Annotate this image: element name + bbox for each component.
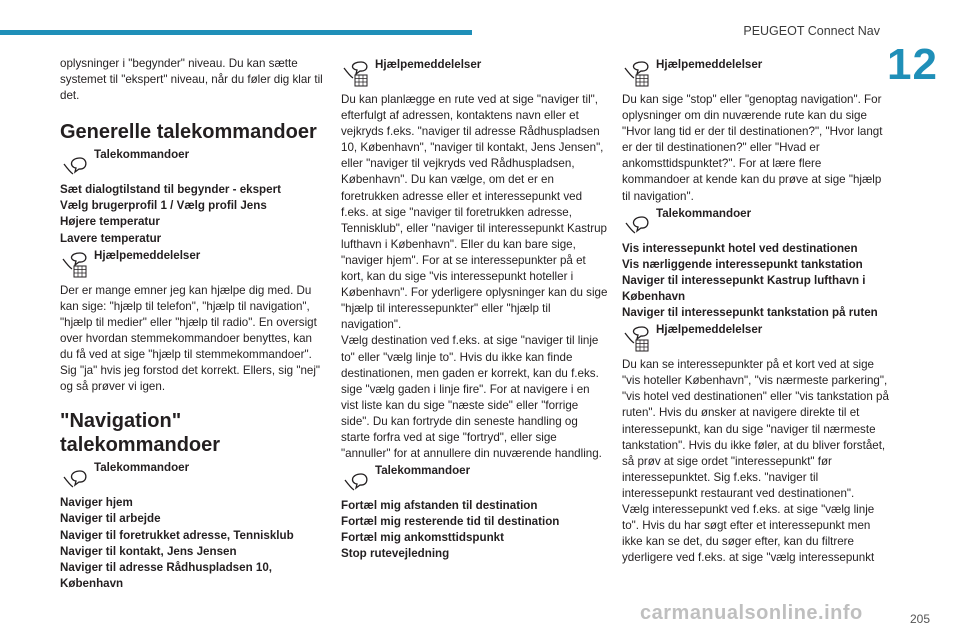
- header-title: PEUGEOT Connect Nav: [743, 24, 880, 38]
- section-help-messages: [622, 58, 890, 88]
- header-accent-bar: [0, 30, 472, 35]
- intro-text: oplysninger i "begynder" niveau. Du kan sætte systemet til "ekspert" niveau, når du føler dig klar til det.: [60, 57, 323, 103]
- speech-icon: [622, 207, 654, 237]
- command-item: Fortæl mig resterende tid til destination: [341, 515, 560, 529]
- column-2: [341, 56, 609, 563]
- command-item: Naviger til arbejde: [60, 512, 161, 526]
- section-help-messages: [341, 58, 609, 88]
- section-label: Hjælpemeddelelser: [656, 323, 763, 337]
- section-label: Hjælpemeddelelser: [656, 58, 763, 71]
- section-label: Talekommandoer: [94, 148, 190, 162]
- section-voice-commands: [622, 207, 890, 237]
- section-label: Talekommandoer: [656, 206, 752, 220]
- section-label: Talekommandoer: [375, 464, 471, 478]
- section-label: Hjælpemeddelelser: [375, 58, 482, 71]
- section-voice-commands: [341, 464, 609, 494]
- speech-grid-icon: [622, 58, 654, 88]
- command-list: [622, 241, 890, 321]
- section-voice-commands: [60, 148, 328, 178]
- help-text: Du kan planlægge en rute ved at sige "naviger til", efterfulgt af adressen, kontaktens navn eller et vejkryds f.eks. "naviger til adresse Rådhuspladsen 10, København", "naviger til kontakt, Jens Jensen", eller "naviger til vejkryds ved Rådhuspladsen, København". Du kan vælge, om det er en foretrukken adresse eller et interessepunkt ved f.eks. at sige "naviger til foretrukken adresse, Tennisklub", eller "naviger til interessepunkt Kastrup lufthavn i København". Eller du kan bare sige, "naviger hjem". For at se interessepunkter på et kort, kan du sige "vis interessepunkt hoteller i København". For yderligere oplysninger kan du sige "hjælp til interessepunkter" eller "hjælp til navigation".: [341, 93, 608, 332]
- command-item: Stop rutevejledning: [341, 547, 450, 561]
- speech-grid-icon: [341, 58, 373, 88]
- heading-line: talekommandoer: [60, 434, 221, 457]
- heading-general-commands: Generelle talekommandoer: [60, 121, 317, 144]
- command-item: Naviger til kontakt, Jens Jensen: [60, 544, 237, 558]
- command-item: Vis interessepunkt hotel ved destinationen: [622, 241, 858, 255]
- page-number: 205: [909, 612, 930, 626]
- command-list: [60, 182, 328, 246]
- command-item: Naviger til foretrukket adresse, Tennisklub: [60, 528, 294, 542]
- command-item: Naviger hjem: [60, 496, 133, 510]
- help-text: Du kan se interessepunkter på et kort ved at sige "vis hoteller København", "vis nærmeste parkering", "vis hotel ved destinationen" eller "vis tankstation på ruten". Hvis du ønsker at navigere direkte til et interessepunkt, kan du sige "naviger til nærmeste tankstation". Hvis du ikke føler, at du bliver forstået, så prøv at sige ordet "interessepunkt" før interessepunktet. Sig f.eks. "naviger til interessepunkt restaurant ved destinationen".: [622, 358, 889, 500]
- command-list: [60, 495, 328, 592]
- command-item: Lavere temperatur: [60, 231, 162, 245]
- command-item: Vis nærliggende interessepunkt tankstation: [622, 257, 863, 271]
- column-3: [622, 56, 890, 566]
- help-text: Du kan sige "stop" eller "genoptag navigation". For oplysninger om din nuværende rute kan du sige "Hvor lang tid er der til destinationen?", "Hvor langt er der til destinationen?" eller "Hvad er ankomsttidspunktet?". For at lære flere kommandoer at kende kan du prøve at sige "hjælp til navigation".: [622, 93, 883, 203]
- command-item: Naviger til interessepunkt tankstation på ruten: [622, 306, 878, 320]
- speech-grid-icon: [622, 323, 654, 353]
- watermark: carmanualsonline.info: [640, 602, 863, 624]
- heading-line: "Navigation": [60, 410, 182, 433]
- section-help-messages: [622, 323, 890, 353]
- chapter-number: 12: [887, 40, 938, 89]
- command-item: Fortæl mig ankomsttidspunkt: [341, 531, 504, 545]
- command-list: [341, 498, 609, 562]
- help-text: Vælg interessepunkt ved f.eks. at sige "vælg linje to". Hvis du har søgt efter et interessepunkt men ikke kan se det, du søger efter, kan du filtrere yderligere ved f.eks. at sige "vælg interessepunkt: [622, 502, 875, 565]
- heading-navigation-commands: [60, 409, 328, 457]
- help-text: Vælg destination ved f.eks. at sige "naviger til linje to" eller "vælg linje to". Hvis du ikke kan finde destinationen, men gaden er korrekt, kan du f.eks. sige "vælg gaden i linje fire". For at navigere i en vist liste kan du sige "næste side" eller "forrige side". Du kan fortryde din seneste handling og starte forfra ved at sige "fortryd", eller sige "annuller" for at annullere din nuværende handling.: [341, 334, 602, 461]
- speech-icon: [60, 461, 92, 491]
- speech-icon: [341, 464, 373, 494]
- command-item: Naviger til interessepunkt Kastrup lufthavn i København: [622, 273, 866, 303]
- command-item: Naviger til adresse Rådhuspladsen 10, København: [60, 560, 272, 590]
- speech-grid-icon: [60, 249, 92, 279]
- command-item: Højere temperatur: [60, 215, 160, 229]
- section-help-messages: [60, 249, 328, 279]
- help-text: Sig "ja" hvis jeg forstod det korrekt. Ellers, sig "nej" og så prøver vi igen.: [60, 364, 321, 394]
- command-item: Vælg brugerprofil 1 / Vælg profil Jens: [60, 199, 267, 213]
- speech-icon: [60, 148, 92, 178]
- command-item: Fortæl mig afstanden til destination: [341, 499, 538, 513]
- column-1: [60, 56, 328, 592]
- section-label: Talekommandoer: [94, 461, 190, 475]
- section-voice-commands: [60, 461, 328, 491]
- section-label: Hjælpemeddelelser: [94, 248, 201, 262]
- command-item: Sæt dialogtilstand til begynder - ekspert: [60, 183, 281, 197]
- help-text: Der er mange emner jeg kan hjælpe dig med. Du kan sige: "hjælp til telefon", "hjælp til navigation", "hjælp til medier" eller "hjælp til radio". En oversigt over hvordan stemmekommandoer benyttes, kan du få ved at sige "hjælp til stemmekommandoer".: [60, 283, 317, 362]
